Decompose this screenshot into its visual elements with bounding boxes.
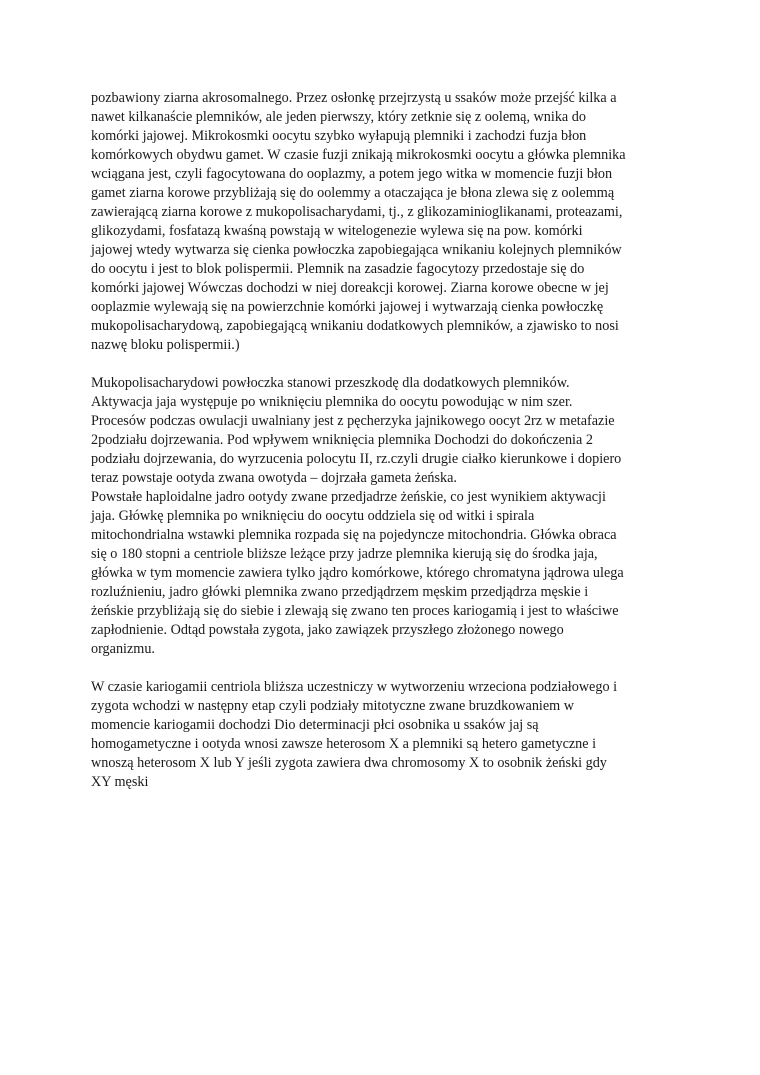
document-body (91, 89, 681, 811)
text-line: zapłodnienie. Odtąd powstała zygota, jako zawiązek przyszłego złożonego nowego (91, 622, 564, 638)
text-line: główka w tym momencie zawiera tylko jądro komórkowe, którego chromatyna jądrowa ulega (91, 565, 624, 581)
text-line: momencie kariogamii dochodzi Dio determinacji płci osobnika u ssaków jaj są (91, 717, 539, 733)
text-line: wnoszą heterosom X lub Y jeśli zygota zawiera dwa chromosomy X to osobnik żeński gdy (91, 755, 607, 771)
text-line: organizmu. (91, 641, 155, 657)
text-line: komórkowych obydwu gamet. W czasie fuzji znikają mikrokosmki oocytu a główka plemnika (91, 147, 626, 163)
text-line: wciągana jest, czyli fagocytowana do ooplazmy, a potem jego witka w momencie fuzji błon (91, 166, 613, 182)
text-line: Mukopolisacharydowi powłoczka stanowi przeszkodę dla dodatkowych plemników. (91, 375, 570, 391)
text-line: ooplazmie wylewają się na powierzchnie komórki jajowej i wytwarzają cienka powłoczkę (91, 299, 604, 315)
text-line: do oocytu i jest to blok polispermii. Plemnik na zasadzie fagocytozy przedostaje się do (91, 261, 585, 277)
text-line: Powstałe haploidalne jadro ootydy zwane przedjadrze żeńskie, co jest wynikiem aktywacji (91, 489, 606, 505)
text-line: W czasie kariogamii centriola bliższa uczestniczy w wytworzeniu wrzeciona podziałowego i (91, 679, 618, 695)
paragraph-1 (91, 89, 681, 355)
text-line: mitochondrialna wstawki plemnika rozpada się na pojedyncze mitochondria. Główka obraca (91, 527, 617, 543)
text-line: mukopolisacharydową, zapobiegającą wnikaniu dodatkowych plemników, a zjawisko to nosi (91, 318, 619, 334)
text-line: jajowej wtedy wytwarza się cienka powłoczka zapobiegająca wnikaniu kolejnych plemników (91, 242, 622, 258)
text-line: nazwę bloku polispermii.) (91, 337, 240, 353)
text-line: zawierającą ziarna korowe z mukopolisacharydami, tj., z glikozaminioglikanami, proteazami, (91, 204, 623, 220)
text-line: Aktywacja jaja występuje po wniknięciu plemnika do oocytu powodując w nim szer. (91, 394, 573, 410)
text-line: gamet ziarna korowe przybliżają się do oolemmy a otaczająca je błona zlewa się z oolemmą (91, 185, 615, 201)
text-line: żeńskie przybliżają się do siebie i zlewają się zwano ten proces kariogamią i jest to właściwe (91, 603, 619, 619)
text-line: nawet kilkanaście plemników, ale jeden pierwszy, który zetknie się z oolemą, wnika do (91, 109, 586, 125)
text-line: glikozydami, fosfatazą kwaśną powstają w witelogenezie wylewa się na pow. komórki (91, 223, 583, 239)
paragraph-2 (91, 374, 681, 659)
text-line: 2podziału dojrzewania. Pod wpływem wniknięcia plemnika Dochodzi do dokończenia 2 (91, 432, 593, 448)
text-line: teraz powstaje ootyda zwana owotyda – dojrzała gameta żeńska. (91, 470, 457, 486)
text-line: podziału dojrzewania, do wyrzucenia polocytu II, rz.czyli drugie ciałko kierunkowe i dopiero (91, 451, 622, 467)
text-line: się o 180 stopni a centriole bliższe leżące przy jadrze plemnika kierują się do środka jaja, (91, 546, 598, 562)
text-line: rozluźnieniu, jadro główki plemnika zwano przedjądrzem męskim przedjądrza męskie i (91, 584, 589, 600)
text-line: komórki jajowej Wówczas dochodzi w niej doreakcji korowej. Ziarna korowe obecne w jej (91, 280, 609, 296)
text-line: jaja. Główkę plemnika po wniknięciu do oocytu oddziela się od witki i spirala (91, 508, 535, 524)
text-line: komórki jajowej. Mikrokosmki oocytu szybko wyłapują plemniki i zachodzi fuzja błon (91, 128, 587, 144)
text-line: Procesów podczas owulacji uwalniany jest z pęcherzyka jajnikowego oocyt 2rz w metafazie (91, 413, 615, 429)
text-line: zygota wchodzi w następny etap czyli podziały mitotyczne zwane bruzdkowaniem w (91, 698, 574, 714)
paragraph-3 (91, 678, 681, 792)
text-line: pozbawiony ziarna akrosomalnego. Przez osłonkę przejrzystą u ssaków może przejść kilka a (91, 90, 617, 106)
text-line: XY męski (91, 774, 149, 790)
text-line: homogametyczne i ootyda wnosi zawsze heterosom X a plemniki są hetero gametyczne i (91, 736, 597, 752)
